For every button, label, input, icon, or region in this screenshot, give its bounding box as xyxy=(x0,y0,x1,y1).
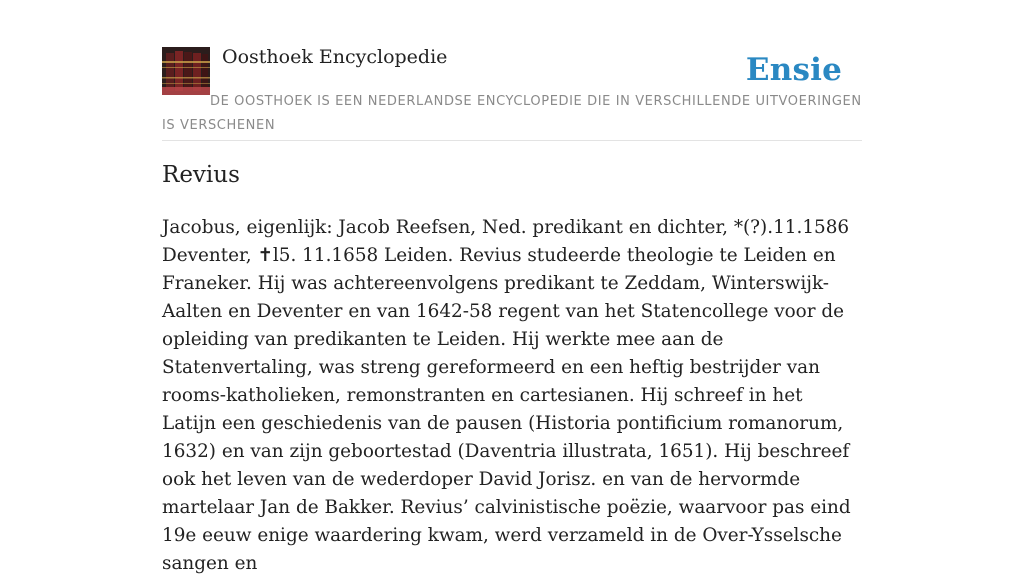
ensie-logo-link[interactable]: Ensie xyxy=(745,52,842,88)
site-avatar[interactable] xyxy=(162,47,210,95)
site-header xyxy=(162,0,862,141)
article-body: Jacobus, eigenlijk: Jacob Reefsen, Ned. predikant en dichter, *(?).11.1586 Deventer, ✝l5. 11.1658 Leiden. Revius studeerde theologie te Leiden en Franeker. Hij was achtereenvolgens predikant te Zeddam, Winterswijk-Aalten en Deventer en van 1642-58 regent van het Statencollege voor de opleiding van predikanten te Leiden. Hij werkte mee aan de Statenvertaling, was streng gereformeerd en een heftig bestrijder van rooms-katholieken, remonstranten en cartesianen. Hij schreef in het Latijn een geschiedenis van de pausen (Historia pontificium romanorum, 1632) en van zijn geboortestad (Daventria illustrata, 1651). Hij beschreef ook het leven van de wederdoper David Jorisz. en van de hervormde martelaar Jan de Bakker. Revius’ calvinistische poëzie, waarvoor pas eind 19e eeuw enige waardering kwam, werd verzameld in de Over-Ysselsche sangen en xyxy=(162,217,851,574)
site-tagline: DE OOSTHOEK IS EEN NEDERLANDSE ENCYCLOPEDIE DIE IN VERSCHILLENDE UITVOERINGEN IS VERSCHENEN xyxy=(162,94,862,133)
article-title: Revius xyxy=(162,162,240,188)
site-name-link[interactable]: Oosthoek Encyclopedie xyxy=(222,46,448,68)
page-container xyxy=(162,0,862,574)
book-spines-icon xyxy=(162,47,210,95)
